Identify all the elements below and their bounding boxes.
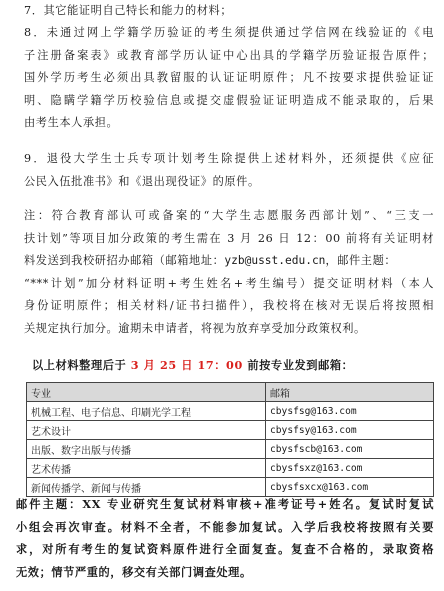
submission-deadline: [32, 354, 434, 377]
deadline-time: 3 月 25 日 17：00: [130, 358, 243, 372]
item-9: [24, 148, 434, 193]
bonus-note: [24, 205, 434, 340]
item-9-line: 公民入伍批准书》和《退出现役证》的原件。: [24, 174, 260, 188]
email-cell[interactable]: cbysfsy@163.com: [266, 421, 434, 440]
footer-line: 小组会再次审查。材料不全者，不能参加复试。入学后我校将按照有关要: [16, 519, 434, 534]
item-8-line: 国外学历考生必须出具教留服的认证证明原件；凡不按要求提供验证证: [24, 71, 434, 84]
major-cell: 出版、数字出版与传播: [27, 440, 266, 459]
major-email-table: [26, 382, 434, 497]
item-7: [24, 0, 434, 23]
deadline-text: 以上材料整理后于: [32, 358, 131, 372]
table-row: [27, 402, 434, 421]
table-row: [27, 421, 434, 440]
deadline-text: 前按专业发到邮箱：: [242, 358, 354, 372]
note-line: 扶计划”等项目加分政策的考生需在 3 月 26 日 12：00 前将有关证明材: [24, 231, 434, 245]
note-line: 身份证明原件；相关材料/证书扫描件），我校将在核对无误后将按照相: [24, 299, 434, 312]
footer-line: 无效；情节严重的，移交有关部门调查处理。: [16, 564, 252, 579]
office-email-link[interactable]: yzb@usst.edu.cn: [224, 254, 326, 267]
item-8-line: 子注册备案表》或教育部学历认证中心出具的学籍学历验证报告原件；: [24, 48, 434, 62]
item-9-line: 9．退役大学生士兵专项计划考生除提供上述材料外，还须提供《应征: [24, 152, 434, 165]
note-text: ，邮件主题：: [325, 254, 397, 267]
note-line: 注：符合教育部认可或备案的“大学生志愿服务西部计划”、“三支一: [24, 209, 434, 222]
item-8: [24, 22, 434, 135]
item-7-text: 7．其它能证明自己特长和能力的材料；: [24, 4, 233, 17]
note-line: [24, 250, 434, 273]
footer-line: 求，对所有考生的复试资料原件进行全面复查。复查不合格的，录取资格: [16, 542, 434, 556]
note-line: 关规定执行加分。逾期未申请者，将视为放弃享受加分政策权利。: [24, 321, 366, 335]
email-cell[interactable]: cbysfsg@163.com: [266, 402, 434, 421]
major-cell: 新闻传播学、新闻与传播: [27, 478, 266, 497]
email-cell[interactable]: cbysfscb@163.com: [266, 440, 434, 459]
footer-line: 邮件主题：XX 专业研究生复试材料审核+准考证号+姓名。复试时复试: [16, 497, 434, 511]
table-row: [27, 440, 434, 459]
major-cell: 艺术传播: [27, 459, 266, 478]
table-header-row: [27, 383, 434, 402]
item-8-line: 明、隐瞒学籍学历校验信息或提交虚假验证证明造成不能录取的，后果: [24, 93, 434, 107]
major-cell: 机械工程、电子信息、印刷光学工程: [27, 402, 266, 421]
table-row: [27, 459, 434, 478]
note-line: “***计划”加分材料证明+考生姓名+考生编号）提交证明材料（本人: [24, 276, 434, 290]
major-cell: 艺术设计: [27, 421, 266, 440]
column-header-major: 专业: [27, 383, 266, 402]
item-8-line: 8．未通过网上学籍学历验证的考生须提供通过学信网在线验证的《电: [24, 26, 434, 39]
note-text: 料发送到我校研招办邮箱（邮箱地址：: [24, 254, 225, 267]
column-header-email: 邮箱: [266, 383, 434, 402]
email-subject-instructions: [16, 493, 434, 583]
email-cell[interactable]: cbysfsxcx@163.com: [266, 478, 434, 497]
email-cell[interactable]: cbysfsxz@163.com: [266, 459, 434, 478]
item-8-line: 由考生本人承担。: [24, 116, 119, 129]
